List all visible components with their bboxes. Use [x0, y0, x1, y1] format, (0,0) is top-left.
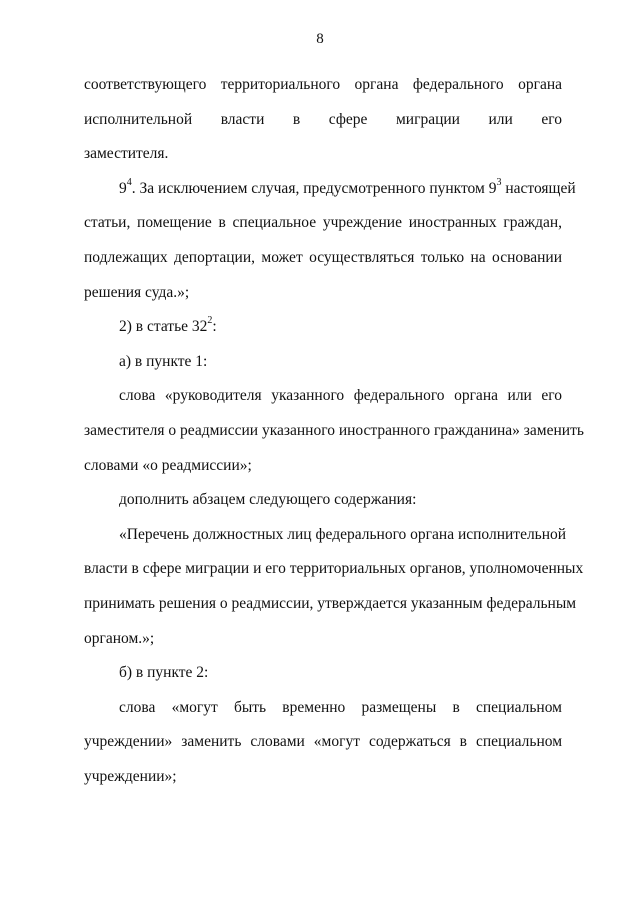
- article-32-line: [84, 310, 562, 345]
- subpoint-a-line: а) в пункте 1:: [119, 352, 208, 370]
- paragraph-1-line-2: исполнительной власти в сфере миграции или его: [84, 110, 562, 128]
- list-of-officials-line-3: принимать решения о реадмиссии, утверждается указанным федеральным: [84, 594, 577, 612]
- replacement-paragraph-2-line-1: слова «могут быть временно размещены в специальном: [119, 698, 562, 716]
- paragraph-9-4-line-4: решения суда.»;: [84, 283, 190, 301]
- paragraph-1-line-3: заместителя.: [84, 145, 169, 163]
- paragraph-9-4-line-3: подлежащих депортации, может осуществляться только на основании: [84, 248, 562, 266]
- clause-number: 9: [119, 179, 127, 197]
- replacement-paragraph-2: [84, 691, 562, 795]
- article-superscript: 2: [207, 315, 213, 326]
- list-of-officials-line-1: «Перечень должностных лиц федерального органа исполнительной: [119, 525, 567, 543]
- replacement-paragraph-1: [84, 379, 584, 483]
- subpoint-b: [84, 656, 562, 691]
- article-colon: :: [212, 318, 217, 336]
- clause-text-end: настоящей: [501, 179, 576, 197]
- page-number: 8: [316, 31, 324, 47]
- list-of-officials-paragraph: [84, 518, 584, 656]
- supplement-paragraph-line: дополнить абзацем следующего содержания:: [119, 491, 417, 509]
- article-text: 2) в статье 32: [119, 318, 208, 336]
- replacement-paragraph-2-line-2: учреждении» заменить словами «могут содержаться в специальном: [84, 733, 562, 751]
- clause-number-superscript: 4: [126, 176, 132, 188]
- subpoint-b-line: б) в пункте 2:: [119, 664, 209, 682]
- subpoint-a: [84, 345, 562, 380]
- list-of-officials-line-4: органом.»;: [84, 629, 155, 647]
- paragraph-9-4: [84, 172, 576, 310]
- document-body: [84, 68, 584, 794]
- clause-text-start: . За исключением случая, предусмотренного пунктом 9: [131, 179, 497, 197]
- supplement-paragraph: [84, 483, 562, 518]
- article-amendment-heading: [84, 310, 562, 345]
- reference-superscript: 3: [496, 176, 502, 188]
- paragraph-9-4-line-1: [84, 172, 576, 207]
- replacement-paragraph-2-line-3: учреждении»;: [84, 767, 177, 785]
- replacement-paragraph-1-line-3: словами «о реадмиссии»;: [84, 456, 252, 474]
- paragraph-9-4-line-2: статьи, помещение в специальное учреждение иностранных граждан,: [84, 214, 562, 232]
- replacement-paragraph-1-line-2: заместителя о реадмиссии указанного иностранного гражданина» заменить: [84, 421, 584, 439]
- paragraph-1-line-1: соответствующего территориального органа федерального органа: [84, 76, 562, 93]
- replacement-paragraph-1-line-1: слова «руководителя указанного федерального органа или его: [119, 387, 562, 405]
- paragraph-1: [84, 68, 562, 172]
- list-of-officials-line-2: власти в сфере миграции и его территориальных органов, уполномоченных: [84, 560, 584, 578]
